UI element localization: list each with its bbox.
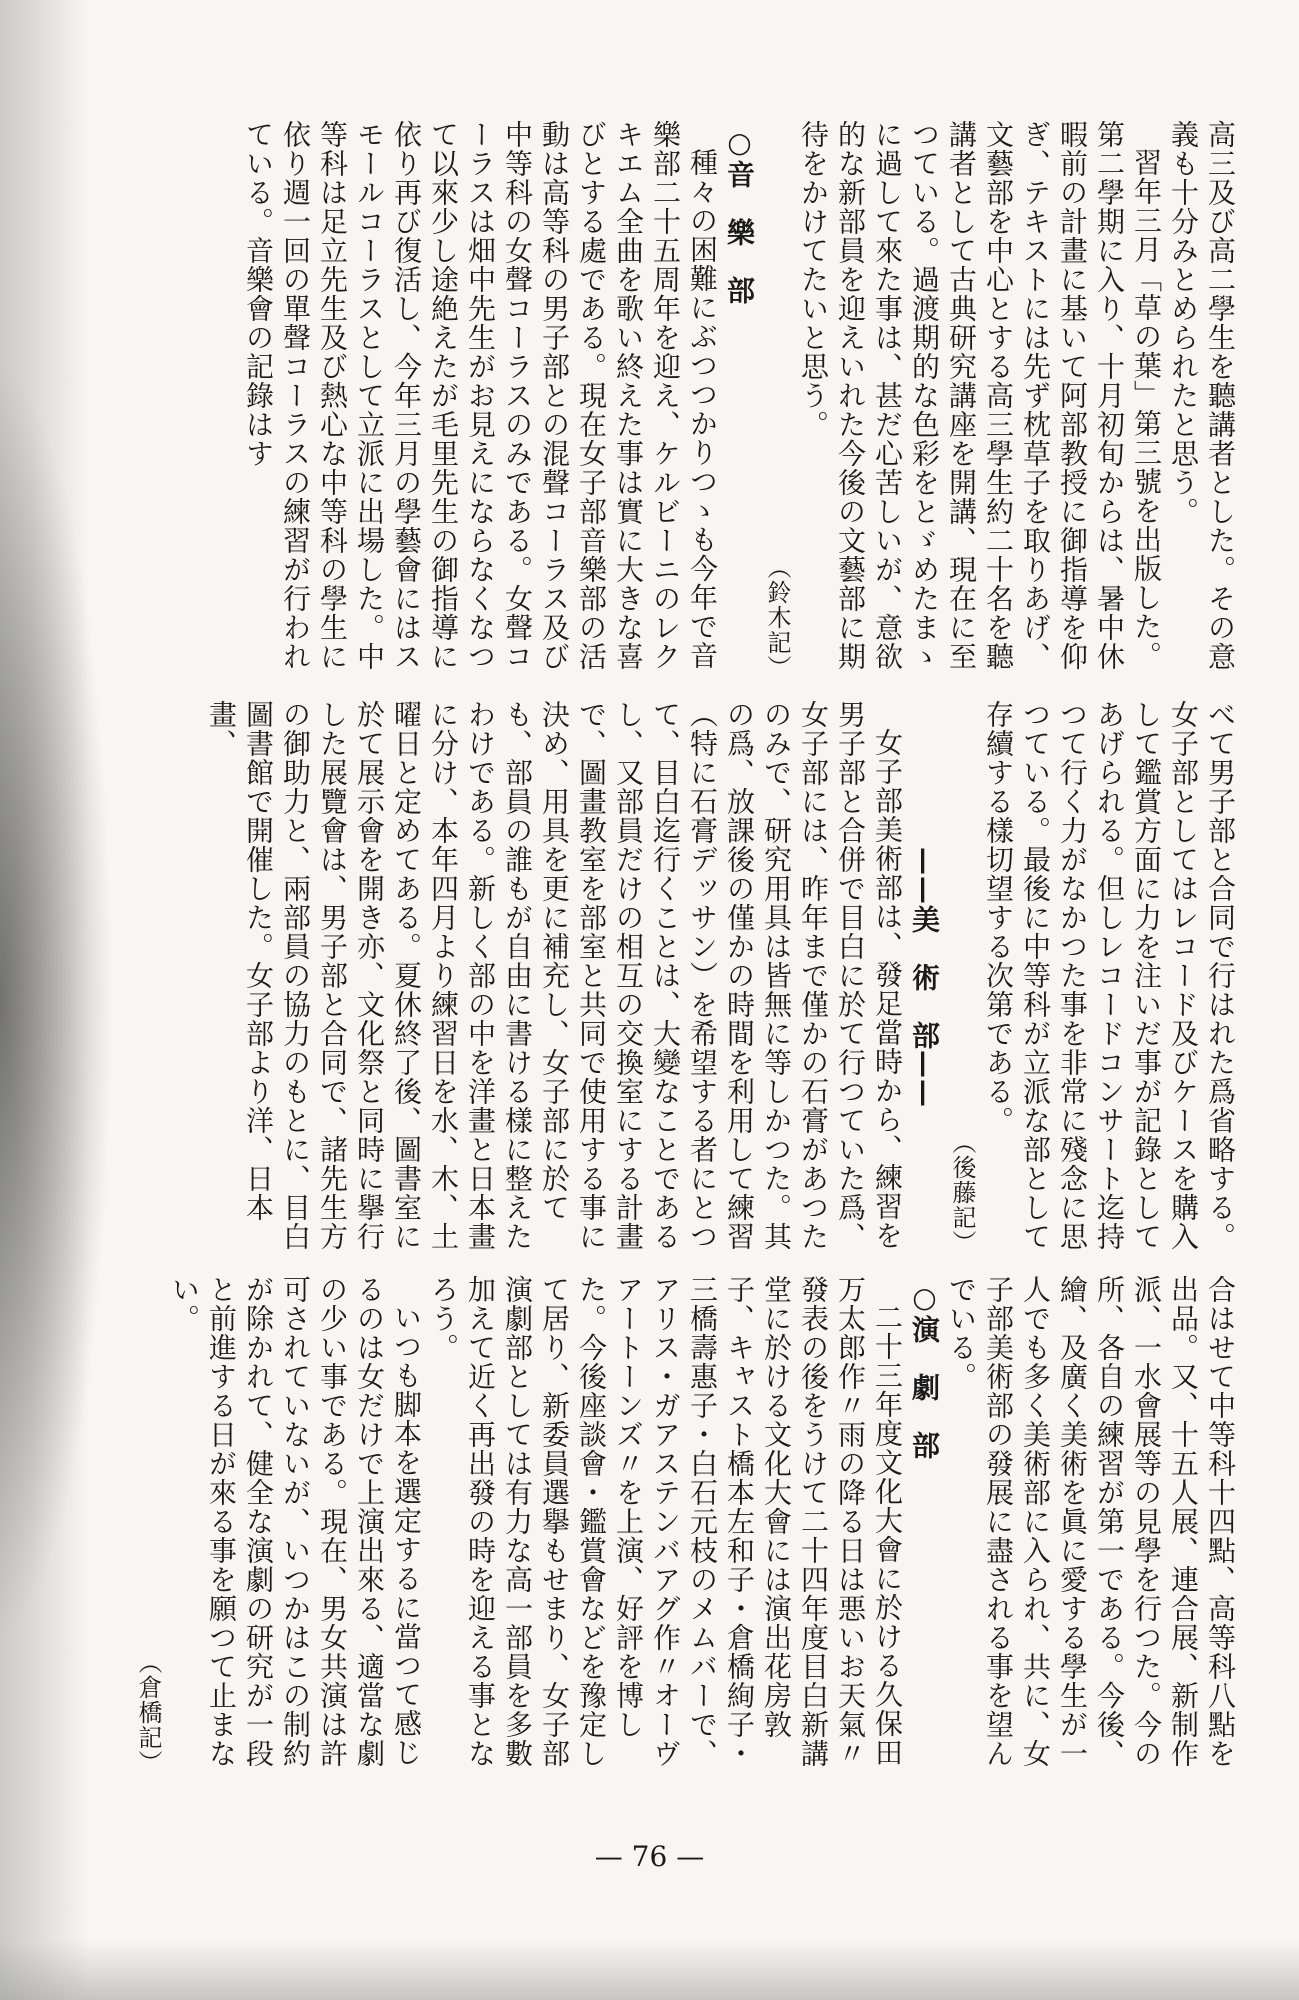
text-band-top: [159, 120, 1239, 680]
art-club-report: 女子部美術部は、發足當時から、練習を男子部と合併で目白に於て行つていた爲、女子部には、昨年まで僅かの石膏があつたのみで、研究用具は皆無に等しかつた。其の爲、放課後の僅かの時間を利用して練習（特に石膏デッサン）を希望する者にとつて、目白迄行くことは、大變なことであるし、又部員だけの相互の交換室にする計畫で、圖畫教室を部室と共同で使用する事に決め、用具を更に補充し、女子部に於ても、部員の誰もが自由に書ける樣に整えたわけである。新しく部の中を洋畫と日本畫に分け、本年四月より練習日を水、木、土曜日と定めてある。夏休終了後、圖書室に於て展示會を開き亦、文化祭と同時に擧行した展覽會は、男子部と合同で、諸先生方の御助力と、兩部員の協力のもとに、目白圖書館で開催した。女子部より洋、日本畫、: [205, 700, 904, 1251]
art-club-continued: 合はせて中等科十四點、高等科八點を出品。又、十五人展、連合展、新制作派、一水會展等の見學を行つた。今の所、各自の練習が第一である。今後、繪、及廣く美術を眞に愛する學生が一人でも多く美術部に入られ、共に、女子部美術部の發展に盡される事を望んでいる。: [945, 1275, 1237, 1768]
heading-drama-club: ○演 劇 部: [908, 1280, 941, 1460]
drama-club-report: 二十三年度文化大會に於ける久保田万太郎作〃雨の降る日は悪いお天氣〃發表の後をうけて二十四年度目白新講堂に於ける文化大會には演出花房敦子、キャスト橋本左和子・倉橋絢子・三橋壽惠子・白石元枝のメムバーで、アリス・ガアステンバアグ作〃オーヴアートーンズ〃を上演、好評を博した。今後座談會・鑑賞會などを豫定して居り、新委員選擧もせまり、女子部演劇部としては有力な高一部員を多數加えて近く再出發の時を迎える事となろう。: [427, 1275, 904, 1768]
heading-music-club: ○音 樂 部: [723, 125, 756, 305]
text-band-bottom: [134, 1275, 1239, 1775]
literature-club-closing: 高三及び高二學生を聽講者とした。その意義も十分みとめられたと思う。: [1167, 120, 1237, 671]
heading-art-club: ——美 術 部——: [908, 847, 941, 1108]
drama-club-reflection: いつも脚本を選定するに當つて感じるのは女だけで上演出來る、適當な劇の少い事である。現在、男女共演は許可されていないが、いつかはこの制約が除かれて、健全な演劇の研究が一段と前進する日が來る事を願つて止まない。: [168, 1275, 423, 1768]
signature-suzuki: （鈴木記）: [763, 555, 791, 680]
music-club-continued: べて男子部と合同で行はれた爲省略する。女子部としてはレコード及びケースを購入して鑑賞方面に力を注いだ事が記錄としてあげられる。但しレコードコンサート迄持つて行く力がなかつた事を非常に殘念に思つている。最後に中等科が立派な部として存續する樣切望する次第である。: [982, 700, 1237, 1251]
page-bottom-shadow: [0, 1940, 1299, 2000]
signature-kurahashi: （倉橋記）: [134, 1650, 162, 1775]
page-number: — 76 —: [594, 1840, 705, 1873]
signature-goto: （後藤記）: [948, 1130, 976, 1255]
music-club-report: 種々の困難にぶつつかりつゝも今年で音樂部二十五周年を迎え、ケルビーニのレクキエム全曲を歌い終えた事は實に大きな喜びとする處である。現在女子部音樂部の活動は高等科の男子部との混聲コーラス及び中等科の女聲コーラスのみである。女聲コーラスは畑中先生がお見えにならなくなつて以來少し途絶えたが毛里先生の御指導に依り再び復活し、今年三月の學藝會にはスモールコーラスとして立派に出場した。中等科は足立先生及び熱心な中等科の學生に依り週一回の單聲コーラスの練習が行われている。音樂會の記錄はす: [242, 120, 719, 671]
literature-club-report: 習年三月「草の葉」第三號を出版した。第二學期に入り、十月初旬からは、暑中休暇前の計畫に基いて阿部教授に御指導を仰ぎ、テキストには先ず枕草子を取りあげ、文藝部を中心とする高三學生約二十名を聽講者として古典研究講座を開講、現在に至つている。過渡期的な色彩をとゞめたまゝに過して來た事は、甚だ心苦しいが、意欲的な新部員を迎えいれた今後の文藝部に期待をかけてたいと思う。: [797, 120, 1163, 671]
text-band-middle: [159, 700, 1239, 1255]
